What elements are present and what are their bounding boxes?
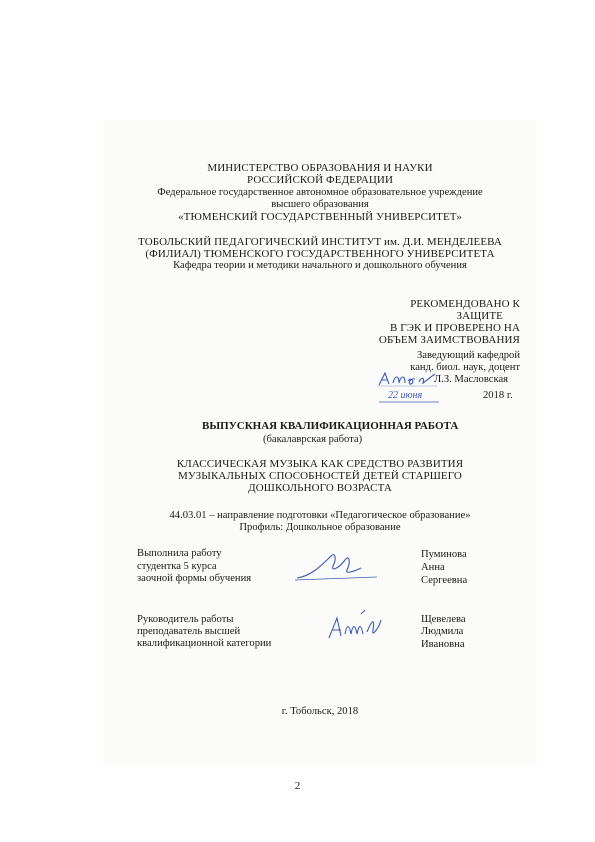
institution-line-2: высшего образования [271,199,369,210]
ministry-line-2: РОССИЙСКОЙ ФЕДЕРАЦИИ [246,174,394,186]
approval-line-2: ЗАЩИТЕ [456,310,503,322]
ministry-line-1: МИНИСТЕРСТВО ОБРАЗОВАНИЯ И НАУКИ [207,162,433,174]
institute-line-1: ТОБОЛЬСКИЙ ПЕДАГОГИЧЕСКИЙ ИНСТИТУТ им. Д.И. МЕНДЕЛЕЕВА [138,236,502,248]
supervisor-label-3: квалификационной категории [137,638,272,649]
approval-line-4: ОБЪЕМ ЗАИМСТВОВАНИЯ [378,334,520,346]
handwritten-date: 22 июня [388,390,423,401]
study-profile: Профиль: Дошкольное образование [239,522,401,533]
date-underline [377,400,441,404]
approval-year: 2018 г. [483,390,513,401]
university-name: «ТЮМЕНСКИЙ ГОСУДАРСТВЕННЫЙ УНИВЕРСИТЕТ» [178,211,462,223]
study-direction: 44.03.01 – направление подготовки «Педагогическое образование» [169,510,471,521]
supervisor-signature-image [323,608,383,644]
student-label-3: заочной формы обучения [137,573,252,584]
approval-line-1: РЕКОМЕНДОВАНО К [410,298,520,310]
student-label-2: студентка 5 курса [137,561,217,572]
thesis-title-line-2: МУЗЫКАЛЬНЫХ СПОСОБНОСТЕЙ ДЕТЕЙ СТАРШЕГО [178,470,462,482]
student-signature-image [291,548,381,584]
head-name: Л.З. Масловская [434,374,509,385]
student-patronymic: Сергеевна [421,575,468,586]
supervisor-first-name: Людмила [421,626,464,637]
department-name: Кафедра теории и методики начального и дошкольного обучения [173,260,467,271]
institute-line-2: (ФИЛИАЛ) ТЮМЕНСКОГО ГОСУДАРСТВЕННОГО УНИВЕРСИТЕТА [145,248,495,260]
supervisor-label-2: преподаватель высшей [137,626,241,637]
student-first-name: Анна [421,562,445,573]
scanned-page [103,120,537,766]
city-year: г. Тобольск, 2018 [281,706,359,717]
thesis-title-line-1: КЛАССИЧЕСКАЯ МУЗЫКА КАК СРЕДСТВО РАЗВИТИЯ [176,458,464,470]
head-signature-image [375,369,441,389]
thesis-type: ВЫПУСКНАЯ КВАЛИФИКАЦИОННАЯ РАБОТА [202,420,459,432]
student-surname: Пуминова [421,549,467,560]
institution-line-1: Федеральное государственное автономное образовательное учреждение [157,187,483,198]
student-label-1: Выполнила работу [137,548,222,559]
supervisor-label-1: Руководитель работы [137,614,234,625]
supervisor-surname: Щевелева [421,614,466,625]
head-degree: канд. биол. наук, доцент [410,362,520,373]
thesis-subtype: (бакалаврская работа) [263,434,363,445]
head-title: Заведующий кафедрой [416,350,520,361]
page-number: 2 [294,780,301,792]
supervisor-patronymic: Ивановна [421,639,465,650]
approval-line-3: В ГЭК И ПРОВЕРЕНО НА [389,322,520,334]
thesis-title-line-3: ДОШКОЛЬНОГО ВОЗРАСТА [248,482,392,494]
